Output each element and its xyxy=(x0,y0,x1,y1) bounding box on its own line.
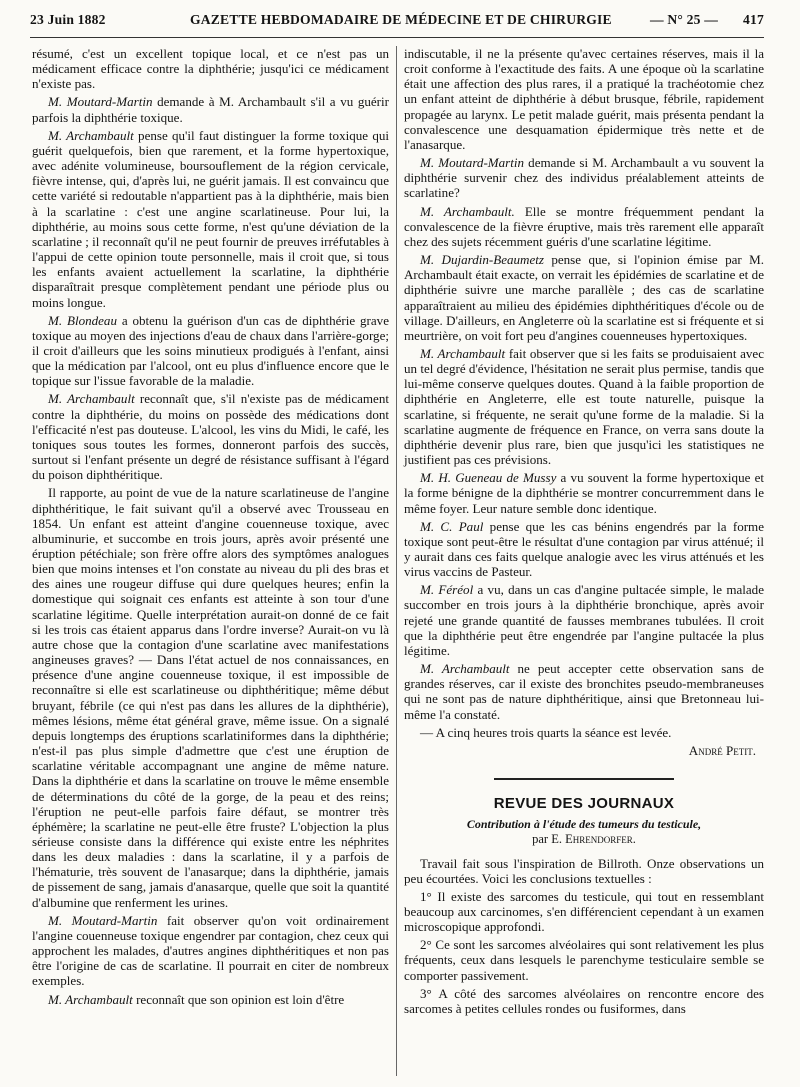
paragraph-text: pense qu'il faut distinguer la forme toxique qui guérit quelquefois, bien que rarement, et la forme hypertoxique, avec adénite volumineuse, boursouflement de la région cervicale, fièvre intense, qui, d'après lui, ne guérit jamais. Il est convaincu que cette variété si redoutable n'appartient pas à la diphthérie, mais bien à la scarlatine : c'est une angine scarlatineuse. Pour lui, la diphthérie, au moins sous cette forme, n'est qu'une déviation de la scarlatine ; il reconnaît qu'il ne peut fournir de preuves irréfutables à l'appui de cette opinion toute personnelle, mais il croit que, si tous les enfants avaient actuellement la scarlatine, la diphthérie disparaîtrait presque complètement pendant une période plus ou moins longue. xyxy=(32,127,390,310)
running-head xyxy=(30,12,764,34)
article-title: Contribution à l'étude des tumeurs du testicule, xyxy=(466,817,702,832)
speaker-name: M. Dujardin-Beaumetz xyxy=(420,252,544,268)
paragraph-text: pense que les cas bénins engendrés par la forme toxique sont peut-être le résultat d'une contagion par virus atténué; il y aurait dans ces faits quelque analogie avec les virus atténués et les virus vaccins de Pasteur. xyxy=(404,518,764,580)
paragraph xyxy=(404,155,764,200)
paragraph-text: ne peut accepter cette observation sans de grandes réserves, car il existe des bronchites pseudo-membraneuses qui ne sont pas de nature diphthéritique, ainsi que Bretonneau lui-même l'a constaté. xyxy=(404,661,764,722)
speaker-name: M. Moutard-Martin xyxy=(420,155,525,171)
paragraph xyxy=(32,128,389,310)
paragraph-text: demande si M. Archambault a vu souvent la diphthérie survenir chez des individus préalablement atteints de scarlatine? xyxy=(404,155,764,201)
paragraph-text: pense que, si l'opinion émise par M. Archambault était exacte, on verrait les épidémies de scarlatine et de diphthérie suivre une marche parallèle ; des cas de scarlatine apparaîtraient au milieu des épidémies diphthéritiques d'école ou de village. D'ailleurs, en Angleterre où la scarlatine est si fréquente et si meurtrière, on voit fort peu d'angines couenneuses hypertoxiques. xyxy=(404,252,764,343)
right-column xyxy=(404,46,764,1019)
speaker-name: M. Blondeau xyxy=(48,312,117,328)
paragraph-text: a vu, dans un cas d'angine pultacée simple, le malade succomber en trois jours à la diphthérie bronchique, après avoir rejeté une grande quantité de fausses membranes tubulées. Il croit que la diphthérie peut être engendrée par l'angine pultacée la plus légitime. xyxy=(404,582,765,658)
page-number: 417 xyxy=(743,12,764,27)
byline-prefix: par E. xyxy=(532,832,566,847)
signature: André Petit. xyxy=(688,742,756,758)
paragraph-text: a vu souvent la forme hypertoxique et la forme bénigne de la diphthérie se montrer concurremment dans le même foyer. Leur nature semble donc identique. xyxy=(404,470,764,516)
header-rule xyxy=(30,37,764,38)
paragraph-text: fait observer que si les faits se produisaient avec un tel degré d'évidence, l'hésitation ne serait plus permise, tandis que lui-même conserve quelques doutes. Quand à la faible proportion de diphthérie en Angleterre, elle est toute naturelle, puisque la scarlatine, si fréquente, ne serait qu'une forme de la maladie. Si la scarlatine augmente de fréquence en France, on verra sans doute la diphthérie devenir plus rare, bien que jusqu'ici les statistiques ne justifient pas ces prévisions. xyxy=(404,345,764,468)
paragraph xyxy=(32,913,389,989)
paragraph xyxy=(32,391,389,482)
paragraph xyxy=(32,992,389,1007)
paragraph xyxy=(404,252,764,343)
left-column xyxy=(32,46,389,1010)
paragraph-text: Elle se montre fréquemment pendant la convalescence de la fièvre éruptive, mais très rarement elle apparaît chez des sujets récemment guéris d'une scarlatine légitime. xyxy=(404,203,764,249)
section-title: REVUE DES JOURNAUX xyxy=(493,795,675,813)
speaker-name: M. H. Gueneau de Mussy xyxy=(420,470,557,486)
speaker-name: M. Archambault xyxy=(48,991,133,1007)
paragraph: 1° Il existe des sarcomes du testicule, qui tout en ressemblant beaucoup aux carcinomes, s'en différencient cependant à un examen microscopique approfondi. xyxy=(404,888,764,935)
speaker-name: M. Archambault xyxy=(48,391,135,407)
paragraph-text: a obtenu la guérison d'un cas de diphthérie grave toxique au moyen des injections d'eau de chaux dans l'arrière-gorge; il croit d'ailleurs que les soins minutieux prodigués à l'enfant, ainsi que la médication par l'alcool, ont eu plus d'influence encore que le topique sur l'issue favorable de la maladie. xyxy=(32,312,389,389)
paragraph: 2° Ce sont les sarcomes alvéolaires qui sont relativement les plus fréquents, ceux dans lesquels le parenchyme testiculaire semble se comporter passivement. xyxy=(404,937,764,983)
author-name: Ehrendorfer. xyxy=(565,832,636,847)
paragraph: 3° A côté des sarcomes alvéolaires on rencontre encore des sarcomes à petites cellules rondes ou fusiformes, dans xyxy=(404,985,764,1016)
paragraph xyxy=(404,661,764,722)
paragraph xyxy=(32,94,389,124)
paragraph xyxy=(404,346,764,467)
speaker-name: M. Archambault xyxy=(48,127,134,143)
paragraph: Travail fait sous l'inspiration de Billroth. Onze observations un peu écourtées. Voici les conclusions textuelles : xyxy=(404,855,764,886)
article-byline xyxy=(404,832,764,847)
speaker-name: M. Féréol xyxy=(420,582,474,598)
speaker-name: M. Moutard-Martin xyxy=(48,94,153,110)
paragraph xyxy=(32,313,389,389)
paragraph-text: demande à M. Archambault s'il a vu guérir parfois la diphthérie toxique. xyxy=(32,94,389,125)
speaker-name: M. Archambault. xyxy=(420,203,515,219)
paragraph-text: fait observer qu'on voit ordinairement l'angine couenneuse toxique engendrer par contagion, chez ceux qui approchent les malades, d'autres angines diphthéritiques et non pas être l'origine de cas de scarlatine. Il pourrait en citer de nombreux exemples. xyxy=(32,912,389,989)
paragraph xyxy=(404,204,764,249)
column-divider xyxy=(396,46,397,1076)
journal-title: GAZETTE HEBDOMADAIRE DE MÉDECINE ET DE CHIRURGIE xyxy=(190,12,612,27)
speaker-name: M. Archambault xyxy=(420,661,510,677)
header-date: 23 Juin 1882 xyxy=(30,12,106,27)
speaker-name: M. Archambault xyxy=(420,345,506,361)
issue-number: — N° 25 — xyxy=(650,12,719,27)
paragraph-text: reconnaît que son opinion est loin d'être xyxy=(132,991,345,1007)
section-separator xyxy=(494,778,674,780)
speaker-name: M. C. Paul xyxy=(420,518,484,534)
closing-line: — A cinq heures trois quarts la séance est levée. xyxy=(420,724,672,740)
paragraph: indiscutable, il ne la présente qu'avec certaines réserves, mais il la croit conforme à l'exactitude des faits. A une époque où la scarlatine était une affection des plus rares, il a pratiqué la trachéotomie chez un enfant atteint de diphthérie à début brusque, fébrile, rapidement propagée au larynx. Le petit malade guérit, mais présenta pendant la convalescence une desquamation épidermique très nette et de l'anasarque. xyxy=(404,46,764,152)
paragraph-text: reconnaît que, s'il n'existe pas de médicament contre la diphthérie, du moins on possède des médications dont l'efficacité n'est pas douteuse. L'alcool, les vins du Midi, le café, les toniques sous toutes les formes, donneront parfois des succès, surtout si l'enfant présente un degré de résistance suffisant à l'égard du poison diphthéritique. xyxy=(32,391,389,483)
paragraph: Il rapporte, au point de vue de la nature scarlatineuse de l'angine diphthéritique, le fait suivant qu'il a observé avec Trousseau en 1854. Un enfant est atteint d'angine couenneuse toxique, avec albuminurie, et succombe en trois jours, après avoir présenté une éruption pétéchiale; son frère offre alors des symptômes analogues bien que moins intenses et l'on constate au niveau du pli des bras et des aines une rougeur diffuse qui dure quelques heures; enfin la domestique qui soignait ces enfants est atteinte à son tour d'une scarlatine légitime. Quelle interprétation aurait-on donné de ce fait si les trois cas étaient apparus dans l'ordre inverse? Aurait-on vu là autre chose que la contagion d'une scarlatine avec manifestations angineuses graves? — Dans l'état actuel de nos connaissances, en présence d'une angine couenneuse toxique, il est impossible de reconnaître si elle est scarlatineuse ou diphthéritique; même début bruyant, fébrile (ce qui n'est pas dans les allures de la diphthérie), mêmes lésions, même état général grave, même issue. On a signalé depuis longtemps des éruptions scarlatiniformes dans la diphthérie; n'est-il pas plus simple d'admettre que c'est une éruption de scarlatine véritable accompagnant une angine de même nature. Dans la diphthérie et dans la scarlatine on trouve le même ensemble de déterminations du côté de la gorge, de la peau et des reins; l'éruption ne peut-elle parfois faire défaut, se montrer très éphémère; la scarlatine ne peut-elle être fruste? L'objection la plus sérieuse consiste dans la différence qui existe entre les néphrites dans les deux maladies : dans la scarlatine, il y a parfois de l'hématurie, très souvent de l'anasarque; dans la diphthérie, jamais de pissement de sang, jamais d'anasarque, quelle que soit la quantité d'albumine que renferment les urines. xyxy=(32,485,389,910)
paragraph: résumé, c'est un excellent topique local, et ce n'est pas un médicament efficace contre la diphthérie; jusqu'ici ce médicament n'existe pas. xyxy=(32,46,389,92)
paragraph xyxy=(404,519,764,580)
paragraph xyxy=(404,470,764,515)
speaker-name: M. Moutard-Martin xyxy=(48,912,158,928)
paragraph xyxy=(404,582,764,658)
